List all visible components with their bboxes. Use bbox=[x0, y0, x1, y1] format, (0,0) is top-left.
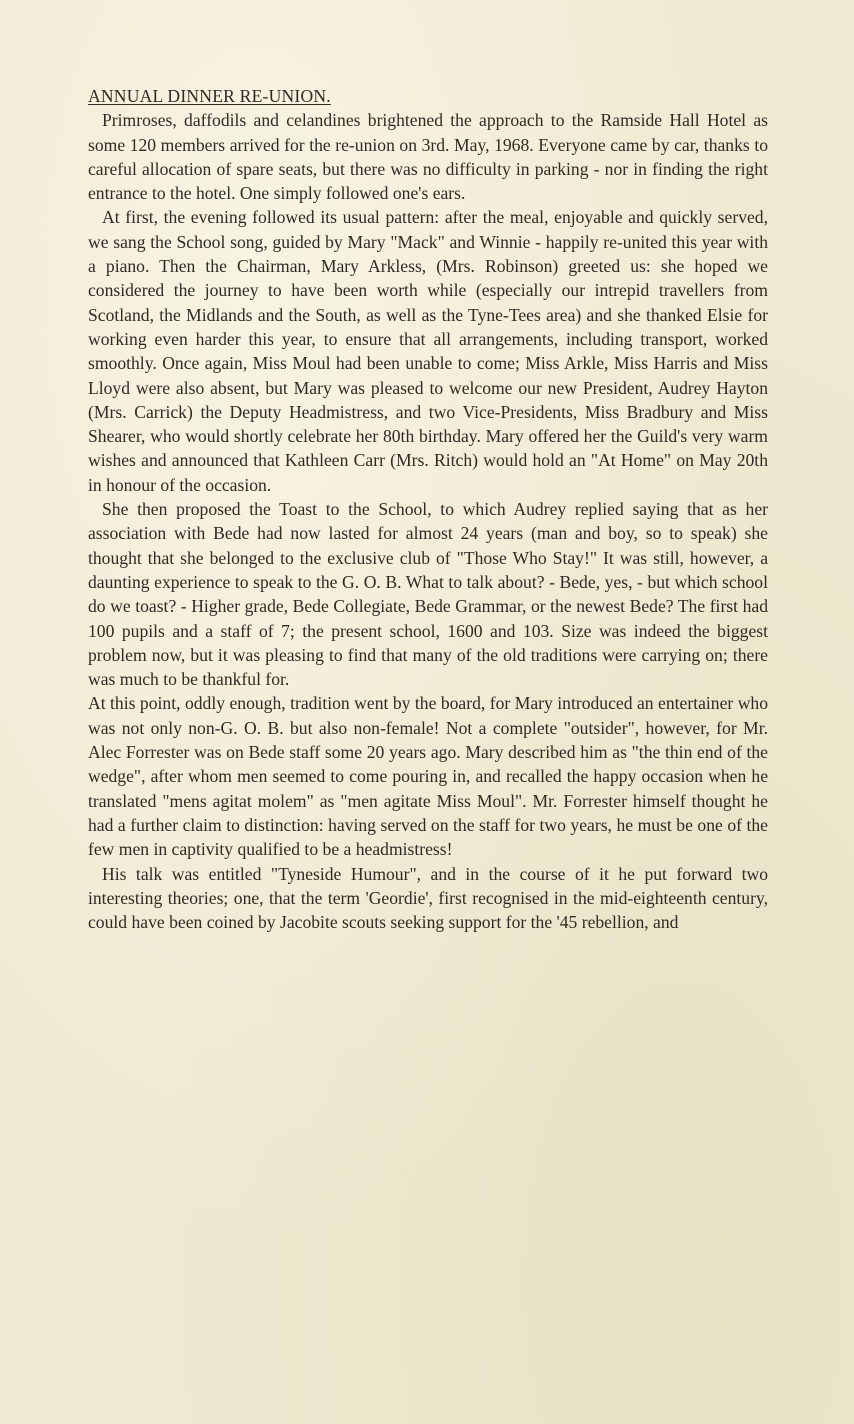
paragraph-arrival: Primroses, daffodils and celandines brightened the approach to the Ramside Hall Hotel as some 120 members arrived for the re-union on 3rd. May, 1968. Everyone came by car, thanks to careful allocation of spare seats, but there was no difficulty in parking - nor in finding the right entrance to the hotel. One simply followed one's ears. bbox=[88, 110, 768, 204]
article-heading: ANNUAL DINNER RE-UNION. bbox=[88, 86, 331, 106]
article bbox=[88, 84, 768, 934]
paragraph-talk: His talk was entitled "Tyneside Humour", and in the course of it he put forward two interesting theories; one, that the term 'Geordie', first recognised in the mid-eighteenth century, could have been coined by Jacobite scouts seeking support for the '45 rebellion, and bbox=[88, 863, 768, 933]
paragraph-evening: At first, the evening followed its usual pattern: after the meal, enjoyable and quickly served, we sang the School song, guided by Mary "Mack" and Winnie - happily re-united this year with a piano. Then the Chairman, Mary Arkless, (Mrs. Robinson) greeted us: she hoped we considered the journey to have been worth while (especially our intrepid travellers from Scotland, the Midlands and the South, as well as the Tyne-Tees area) and she thanked Elsie for working even harder this year, to ensure that all arrangements, including transport, worked smoothly. Once again, Miss Moul had been unable to come; Miss Arkle, Miss Harris and Miss Lloyd were also absent, but Mary was pleased to welcome our new President, Audrey Hayton (Mrs. Carrick) the Deputy Headmistress, and two Vice-Presidents, Miss Bradbury and Miss Shearer, who would shortly celebrate her 80th birthday. Mary offered her the Guild's very warm wishes and announced that Kathleen Carr (Mrs. Ritch) would hold an "At Home" on May 20th in honour of the occasion. bbox=[88, 207, 768, 495]
paragraph-toast: She then proposed the Toast to the School, to which Audrey replied saying that as her association with Bede had now lasted for almost 24 years (man and boy, so to speak) she thought that she belonged to the exclusive club of "Those Who Stay!" It was still, however, a daunting experience to speak to the G. O. B. What to talk about? - Bede, yes, - but which school do we toast? - Higher grade, Bede Collegiate, Bede Grammar, or the newest Bede? The first had 100 pupils and a staff of 7; the present school, 1600 and 103. Size was indeed the biggest problem now, but it was pleasing to find that many of the old traditions were carrying on; there was much to be thankful for. bbox=[88, 499, 768, 690]
paragraph-entertainer: At this point, oddly enough, tradition went by the board, for Mary introduced an entertainer who was not only non-G. O. B. but also non-female! Not a complete "outsider", however, for Mr. Alec Forrester was on Bede staff some 20 years ago. Mary described him as "the thin end of the wedge", after whom men seemed to come pouring in, and recalled the happy occasion when he translated "mens agitat molem" as "men agitate Miss Moul". Mr. Forrester himself thought he had a further claim to distinction: having served on the staff for two years, he must be one of the few men in captivity qualified to be a headmistress! bbox=[88, 693, 768, 860]
